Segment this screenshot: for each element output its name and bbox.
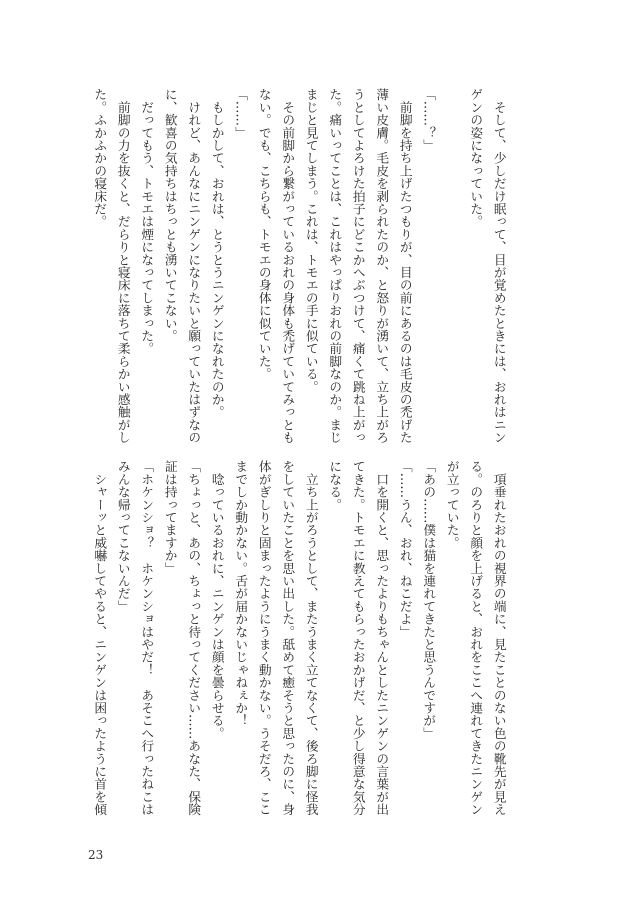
text-column: 「ホケンショ？ ホケンショはやだ！ あそこへ行ったねこは: [139, 460, 155, 816]
text-column: 薄い皮膚。毛皮を剥られたのか、と怒りが湧いて、立ち上がろ: [374, 88, 390, 444]
text-column: だってもう、トモエは煙になってしまった。: [139, 88, 155, 355]
text-column: みんな帰ってこないんだ」: [115, 460, 131, 613]
text-column: もしかして、おれは、とうとうニンゲンになれたのか。: [209, 88, 225, 419]
text-column: 「ちょっと、あの、ちょっと待ってください……あなた、保険: [186, 460, 202, 816]
text-column: 立ち上がろうとして、またうまく立てなくて、後ろ脚に怪我: [303, 460, 319, 816]
page-number: 23: [88, 848, 104, 862]
text-column: る。のろりと顔を上げると、おれをここへ連れてきたニンゲン: [468, 460, 484, 816]
text-column: に、歓喜の気持ちはちっとも湧いてこない。: [162, 88, 178, 342]
text-column: 「……？」: [421, 88, 437, 152]
text-column: た。ふかふかの寝床だ。: [92, 88, 108, 228]
text-column: た。痛いってことは、これはやっぱりおれの前脚なのか。まじ: [327, 88, 343, 444]
text-column: 口を開くと、思ったよりもちゃんとしたニンゲンの言葉が出: [374, 460, 390, 816]
text-column: 証は持ってますか」: [162, 460, 178, 575]
lower-text-block: [88, 460, 511, 816]
text-column: シャーッと威嚇してやると、ニンゲンは困ったように首を傾: [92, 460, 108, 816]
text-column: うとしてよろけた拍子にどこかへぶつけて、痛くて跳ね上がっ: [350, 88, 366, 444]
text-column: 「……うん、おれ、ねこだよ」: [397, 460, 413, 638]
text-column: 前脚の力を抜くと、だらりと寝床に落ちて柔らかい感触がし: [115, 88, 131, 444]
text-column: けれど、あんなにニンゲンになりたいと願っていたはずなの: [186, 88, 202, 444]
text-column: 唸っているおれに、ニンゲンは顔を曇らせる。: [209, 460, 225, 740]
text-column: てきた。トモエに教えてもらったおかげだ、と少し得意な気分: [350, 460, 366, 816]
text-column: が立っていた。: [444, 460, 460, 549]
text-column: 「あの……僕は猫を連れてきたと思うんですが」: [421, 460, 437, 740]
text-column: 前脚を持ち上げたつもりが、目の前にあるのは毛皮の禿げた: [397, 88, 413, 444]
upper-text-block: [88, 88, 511, 444]
text-column: になる。: [327, 460, 343, 511]
text-column: その前脚から繋がっているおれの身体も禿げていてみっとも: [280, 88, 296, 444]
text-column: 「……」: [233, 88, 249, 139]
text-column: までしか動かない。舌が届かないじゃねぇか！: [233, 460, 249, 727]
text-column: ゲンの姿になっていた。: [468, 88, 484, 228]
blank-line: [440, 88, 464, 444]
text-column: をしていたことを思い出した。舐めて癒そうと思ったのに、身: [280, 460, 296, 816]
text-column: 項垂れたおれの視界の端に、見たことのない色の靴先が見え: [491, 460, 507, 816]
text-column: まじと見てしまう。これは、トモエの手に似ている。: [303, 88, 319, 393]
text-column: そして、少しだけ眠って、目が覚めたときには、おれはニン: [491, 88, 507, 444]
text-column: ない。でも、こちらも、トモエの身体に似ていた。: [256, 88, 272, 381]
text-column: 体がぎしりと固まったようにうまく動かない。うそだろ、ここ: [256, 460, 272, 816]
